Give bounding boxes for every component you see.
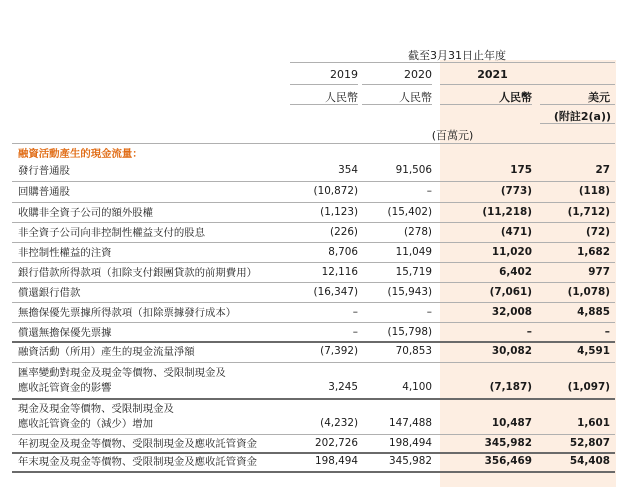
rule: [12, 471, 615, 473]
currency-usd-2021: 美元: [588, 91, 610, 104]
cell-2019: –: [352, 326, 358, 338]
rule: [440, 104, 532, 105]
cell-2020: (278): [404, 226, 432, 238]
cell-2021-usd: 1,601: [577, 417, 610, 429]
row-label-line-1: 匯率變動對現金及現金等價物、受限制現金及: [18, 367, 226, 379]
year-2019: 2019: [330, 68, 358, 81]
rule: [12, 341, 615, 343]
cell-2021-usd: (1,097): [567, 381, 610, 393]
cell-2020: 91,506: [395, 164, 432, 176]
cell-2019: 8,706: [328, 246, 358, 258]
cell-2020: 15,719: [395, 266, 432, 278]
cell-2019: 202,726: [315, 437, 358, 449]
cell-2020: 147,488: [389, 417, 432, 429]
cell-2021-rmb: 6,402: [499, 266, 532, 278]
cell-2020: (15,402): [387, 206, 432, 218]
cell-2019: 12,116: [321, 266, 358, 278]
rule: [12, 398, 615, 400]
cell-2021-rmb: 30,082: [491, 345, 532, 357]
rule: [12, 242, 615, 243]
cell-2021-usd: 4,885: [577, 306, 610, 318]
cell-2021-rmb: (11,218): [482, 206, 532, 218]
row-label-line-1: 現金及現金等價物、受限制現金及: [18, 403, 174, 415]
cell-2021-usd: 27: [595, 164, 610, 176]
cell-2021-rmb: 175: [510, 164, 532, 176]
cell-2020: 4,100: [402, 381, 432, 393]
cell-2019: (1,123): [320, 206, 358, 218]
row-label: 非控制性權益的注資: [18, 247, 112, 259]
cell-2020: 198,494: [389, 437, 432, 449]
rule: [362, 84, 432, 85]
rule: [12, 222, 615, 223]
row-label-line-2: 應收託管資金的（減少）增加: [18, 418, 154, 430]
cell-2020: –: [426, 185, 432, 197]
rule: [540, 123, 615, 124]
cell-2021-usd: 4,591: [577, 345, 610, 357]
cell-2021-usd: 52,807: [569, 437, 610, 449]
cell-2019: (226): [330, 226, 358, 238]
rule: [540, 104, 615, 105]
cell-2020: 345,982: [389, 455, 432, 467]
cell-2021-rmb: (471): [500, 226, 532, 238]
cell-2020: 11,049: [395, 246, 432, 258]
row-label: 年末現金及現金等價物、受限制現金及應收託管資金: [18, 456, 257, 468]
row-label: 非全資子公司向非控制性權益支付的股息: [18, 227, 206, 239]
cell-2021-rmb: 10,487: [491, 417, 532, 429]
cell-2019: 354: [338, 164, 358, 176]
cell-2021-usd: (1,078): [567, 286, 610, 298]
cell-2021-usd: (118): [578, 185, 610, 197]
row-label: 融資活動（所用）產生的現金流量淨額: [18, 346, 195, 358]
cell-2019: (4,232): [320, 417, 358, 429]
note-reference: (附註2(a)): [553, 110, 611, 123]
cell-2019: (7,392): [320, 345, 358, 357]
rule: [290, 62, 615, 63]
cell-2021-usd: 977: [588, 266, 610, 278]
cell-2019: –: [352, 306, 358, 318]
cell-2019: 198,494: [315, 455, 358, 467]
rule: [12, 302, 615, 303]
rule: [12, 181, 615, 182]
row-label: 無擔保優先票據所得款項（扣除票據發行成本）: [18, 307, 237, 319]
cell-2021-rmb: –: [526, 326, 532, 338]
cell-2021-usd: –: [604, 326, 610, 338]
cell-2020: –: [426, 306, 432, 318]
rule: [12, 362, 615, 363]
rule: [12, 143, 615, 144]
currency-rmb-2019: 人民幣: [325, 91, 358, 104]
rule: [12, 202, 615, 203]
row-label: 償還無擔保優先票據: [18, 327, 112, 339]
cell-2020: 70,853: [395, 345, 432, 357]
cell-2019: (16,347): [313, 286, 358, 298]
cell-2021-rmb: (773): [500, 185, 532, 197]
rule: [440, 84, 615, 85]
currency-rmb-2020: 人民幣: [399, 91, 432, 104]
row-label: 銀行借款所得款項（扣除支付銀團貸款的前期費用）: [18, 267, 257, 279]
rule: [290, 84, 358, 85]
year-2021: 2021: [477, 68, 508, 81]
row-label: 償還銀行借款: [18, 287, 81, 299]
cell-2021-rmb: 345,982: [484, 437, 532, 449]
currency-rmb-2021: 人民幣: [499, 91, 532, 104]
cell-2021-usd: (72): [586, 226, 610, 238]
cell-2021-rmb: (7,187): [489, 381, 532, 393]
cell-2021-usd: 54,408: [569, 455, 610, 467]
row-label: 年初現金及現金等價物、受限制現金及應收託管資金: [18, 438, 257, 450]
cell-2021-rmb: 11,020: [491, 246, 532, 258]
rule: [12, 282, 615, 283]
cell-2021-usd: 1,682: [577, 246, 610, 258]
row-label-line-2: 應收託管資金的影響: [18, 382, 112, 394]
rule: [290, 104, 358, 105]
cell-2021-rmb: 32,008: [491, 306, 532, 318]
year-2020: 2020: [404, 68, 432, 81]
rule: [362, 104, 432, 105]
rule: [12, 434, 615, 435]
cell-2021-rmb: (7,061): [489, 286, 532, 298]
rule: [12, 322, 615, 323]
section-title: 融資活動產生的現金流量：: [18, 148, 143, 160]
cell-2019: (10,872): [313, 185, 358, 197]
cell-2020: (15,943): [387, 286, 432, 298]
rule: [12, 262, 615, 263]
period-heading: 截至3月31日止年度: [408, 49, 506, 62]
row-label: 發行普通股: [18, 165, 70, 177]
cell-2021-usd: (1,712): [567, 206, 610, 218]
cell-2019: 3,245: [328, 381, 358, 393]
rule: [12, 452, 615, 454]
cell-2020: (15,798): [387, 326, 432, 338]
cell-2021-rmb: 356,469: [484, 455, 532, 467]
unit-label: (百萬元): [431, 129, 474, 142]
row-label: 收購非全資子公司的額外股權: [18, 207, 154, 219]
row-label: 回購普通股: [18, 186, 70, 198]
